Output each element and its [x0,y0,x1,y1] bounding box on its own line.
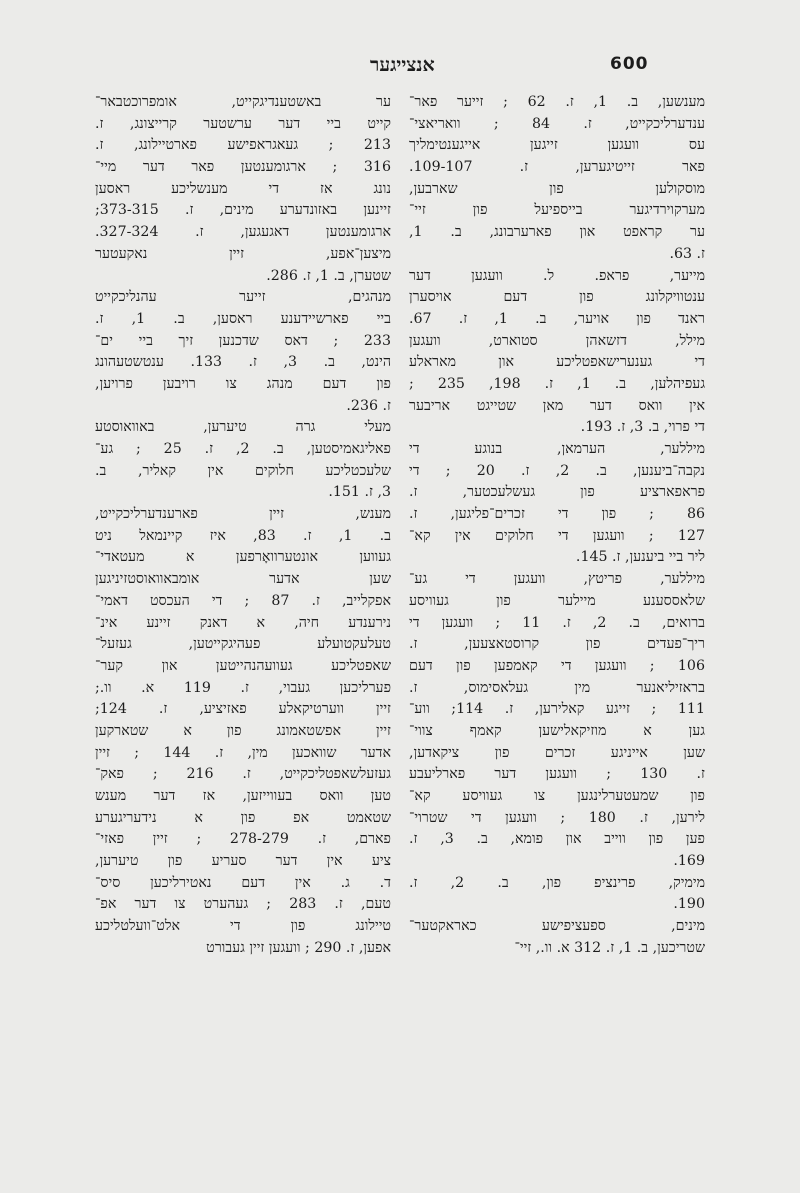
index-line: מיללער, הערמאן, בנוגע די [409,441,705,457]
index-line: אין וואס דער מאן שטייגט אריבער [409,397,705,414]
index-line: מערקוירדיגער בייספיעל פון זיי־ [409,202,705,219]
index-line: נונג אז די מענשליכע ראסען [95,180,391,197]
index-line: 213 ; געאגראפישע פארטיילונג, ז. [95,137,391,154]
page-header [50,46,750,86]
index-line: ד. ג. אין דעם נאטירליכען סיס־ [95,874,391,891]
index-line: 190. [673,896,705,913]
index-line: זיין אפשטאמונג פון א שטארקען [95,722,391,739]
index-line: שלאססענע מיילער פון געוויסע [409,592,705,609]
page-number: 600 [610,54,649,74]
index-line: בראזיליאנער מין געלאסימוס, ז. [409,679,705,696]
index-line: טעם, ז. 283 ; געהערט צו דער אפ־ [95,896,391,913]
index-line: שען אדער אומבאוואוסטזיניגען [95,571,391,588]
index-line: מינים, ספעציפישע כאראקטער־ [409,918,705,935]
running-head: אנצייגער [370,54,435,76]
index-line: ריך־פעדים פון קרוסטאצעען, ז. [409,636,705,653]
index-line: פון שמעטערלינגען צו געוויסע קא־ [409,788,705,804]
index-column-right [409,92,705,960]
index-line: 3, ז. 151. [328,484,391,501]
index-line: זיינען באזונדערע מינים, ז. 373-315; [95,202,391,219]
index-line: שטריכען, ב. 1, ז. 312 א. וו., זיי־ [514,939,705,956]
index-columns [95,92,705,956]
index-line: די גענערישאפטליכע און מאראלע [409,354,705,371]
index-line: 127 ; וועגען די חלוקים אין קא־ [409,527,705,544]
index-line: מייער, פראפ. ל. וועגען דער [409,267,705,284]
index-line: מעלי גרה טיערען, באוואוסטע [95,419,391,436]
index-line: אפען, ז. 290 ; וועגען זיין געבורט [206,939,391,956]
index-line: פראפארציע פון געשלעכטער, ז. [409,484,705,501]
index-line: ז. 236. [346,397,391,414]
index-line: שאפטליכע געוועהנהייטען און קער־ [95,657,391,674]
index-line: טיילונג פון די אלט־וועלטליכע [95,918,391,935]
index-line: ענדערליכקייט, ז. 84 ; וואריאצי־ [409,115,705,132]
index-line: נירענדע חיה, א דאנק זיינע אינ־ [95,614,391,631]
index-line: מימיק, פרינציפ פון, ב. 2, ז. [409,874,705,891]
index-line: מיללער, פריטץ, וועגען די גע־ [409,571,705,588]
index-line: ב. 1, ז. 83, איז קיינמאל ניט [95,527,391,544]
index-line: טען וואס בעווייזען, אז דער מענש [95,788,391,804]
index-line: קייט ביי דער ערשטער קרייצונג, ז. [95,115,391,132]
index-line: פען פון ווייב און פומא, ב. 3, ז. [409,831,705,848]
index-line: 169. [673,853,705,870]
index-column-left [95,92,391,960]
index-line: מענשען, ב. 1, ז. 62 ; זייער פאר־ [409,94,705,110]
index-line: ער קראפט און פארערבונג, ב. 1, [409,224,705,241]
index-line: 86 ; פון די זכרים־פליגען, ז. [409,506,705,523]
index-line: ליר ביי ביענען, ז. 145. [575,549,705,566]
index-line: געווען אונטערוואָרפען א מעטאדי־ [95,549,391,566]
index-line: 111 ; זייגע קאלירען, ז. 114; ווע־ [409,701,705,718]
index-line: פאליגאמיסטען, ב. 2, ז. 25 ; גע־ [95,441,391,457]
index-line: פערליכען געבוי, ז. 119 א. וו.; [95,679,391,696]
index-line: אדער שוואכען מין, ז. 144 ; זיין [95,744,391,761]
index-line: די פרוי, ב. 3, ז. 193. [580,419,705,436]
index-line: געזעלשאפטליכקייט, ז. 216 ; פאק־ [95,766,391,783]
index-line: פאר זייטיגערען, ז. 109-107. [409,159,705,176]
index-line: מנהגים, זייער עהנליכקייט [95,289,391,306]
index-line: הינט, ב. 3, ז. 133. ענטשטעהונג [95,354,391,371]
index-line: פארם, ז. 278-279 ; זיין פאזי־ [95,831,391,848]
index-line: מיצען־אפע, זיין נאקעטער [95,245,391,262]
index-line: ציע אין דער סעריע פון טיערען, [95,853,391,870]
index-line: לירען, ז. 180 ; וועגען די שטרוי־ [409,809,705,826]
index-line: טעלעקטועלע פעהיגקייטען, געזעל־ [95,636,391,653]
index-line: ער באשטענדיגקייט, אומפרוכטבאר־ [95,94,391,110]
index-line: ברואים, ב. 2, ז. 11 ; וועגען די [409,614,705,631]
index-line: 316 ; ארגומענטען פאר דער מיי־ [95,159,391,176]
index-line: 106 ; וועגען די קאמפען פון דעם [409,657,705,674]
index-line: ענטוויקלונג פון דעם אויסערן [409,289,705,306]
index-line: נקבה־ביענען, ב. 2, ז. 20 ; די [409,462,705,479]
index-line: געפיהלען, ב. 1, ז. 198, 235 ; [409,375,705,392]
index-line: זיין ווערטיקאלע פאזיציע, ז. 124; [95,701,391,718]
index-line: מילל, דזשאהן סטוארט, וועגען [409,332,705,349]
index-line: מענש, זיין פארענדערליכקייט, [95,506,391,523]
index-line: גען א מוזיקאלישען קאמף צווי־ [409,722,705,739]
index-line: שטערן, ב. 1, ז. 286. [266,267,391,284]
index-line: פון דעם מנהג צו רויבען פרויען, [95,375,391,392]
index-line: שלעכטליכע חלוקים אין קאליר, ב. [95,462,391,479]
index-line: 233 ; דאס שדכנען זיך ביי ים־ [95,332,391,349]
index-line: ראנד פון אויער, ב. 1, ז. 67. [409,310,705,327]
index-line: ז. 63. [669,245,705,262]
index-line: עס וועגען זייגען אייגענטימליך [409,137,705,154]
index-line: ארגומענטען דאגעגען, ז. 327-324. [95,224,391,241]
index-line: מוסקולען פון שארבען, [409,180,705,197]
index-line: שטאמט אפ פון א נידעריגערע [95,809,391,826]
index-line: ז. 130 ; וועגען דער פארליעבע [409,766,705,783]
index-line: ביי פארשיידענע ראסען, ב. 1, ז. [95,310,391,327]
index-line: שען אייניגע זכרים פון ציקאדען, [409,744,705,761]
index-line: אפקלייב, ז. 87 ; די העכסט דאמי־ [95,592,391,609]
